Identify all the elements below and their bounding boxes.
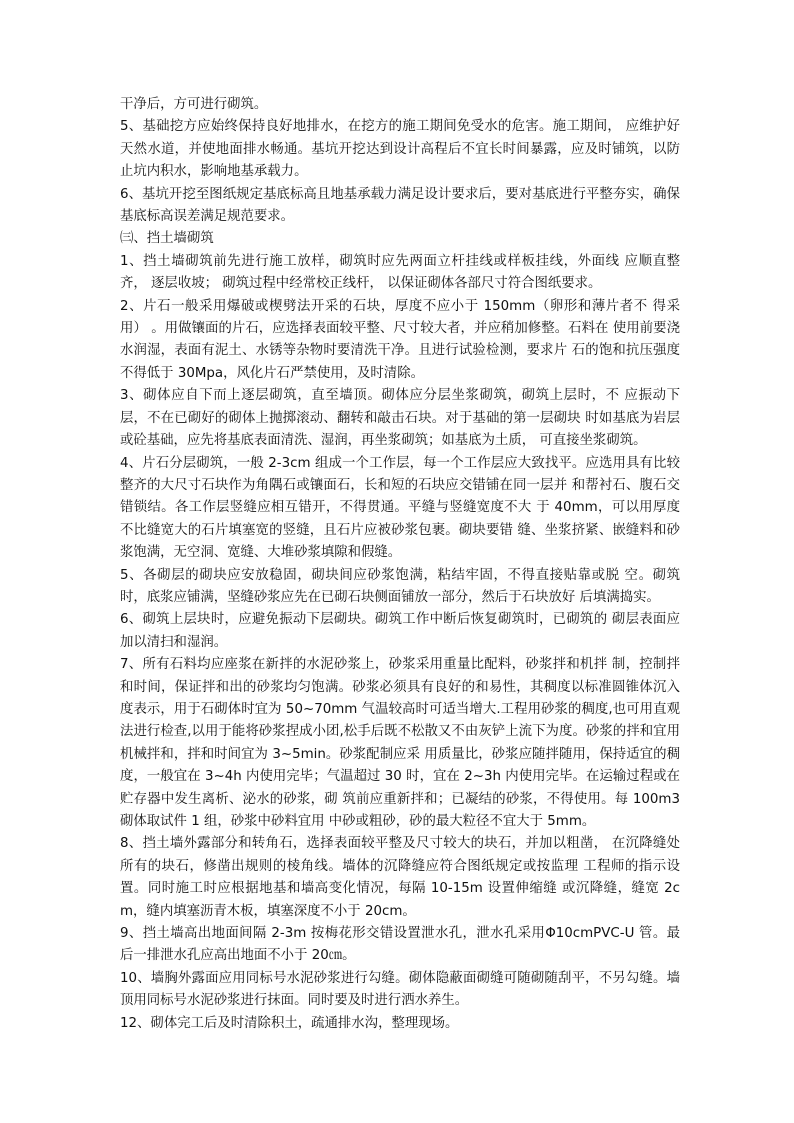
paragraph-wall-item-3: 3、砌体应自下而上逐层砌筑，直至墙顶。砌体应分层坐浆砌筑，砌筑上层时，不 应振动下层，不在已砌好的砌体上抛掷滚动、翻转和敲击石块。对于基础的第一层砌块 时如基底为岩层或砼基础，应先将基底表面清洗、湿润，再坐浆砌筑；如基底为土质， 可直接坐浆砌筑。 bbox=[120, 388, 680, 449]
paragraph-wall-item-1: 1、挡土墙砌筑前先进行施工放样，砌筑时应先两面立杆挂线或样板挂线，外面线 应顺直整齐， 逐层收坡； 砌筑过程中经常校正线杆， 以保证砌体各部尺寸符合图纸要求。 bbox=[120, 253, 680, 292]
paragraph-wall-item-8: 8、挡土墙外露部分和转角石，选择表面较平整及尺寸较大的块石，并加以粗凿， 在沉降缝处所有的块石，修凿出规则的棱角线。墙体的沉降缝应符合图纸规定或按监理 工程师的指示设置。同时施工时应根据地基和墙高变化情况，每隔 10-15m 设置伸缩缝 或沉降缝，缝宽 2cm，缝内填塞沥青木板，填塞深度不小于 20cm。 bbox=[120, 836, 680, 919]
paragraph-wall-item-12: 12、砌体完工后及时清除积土，疏通排水沟，整理现场。 bbox=[120, 1015, 459, 1031]
paragraph-item-6-base-compaction: 6、基坑开挖至图纸规定基底标高且地基承载力满足设计要求后，要对基底进行平整夯实，确保基底标高误差满足规范要求。 bbox=[120, 186, 680, 225]
paragraph-wall-item-10: 10、墙胸外露面应用同标号水泥砂浆进行勾缝。砌体隐蔽面砌缝可随砌随刮平，不另勾缝。墙顶用同标号水泥砂浆进行抹面。同时要及时进行洒水养生。 bbox=[120, 970, 680, 1009]
paragraph-wall-item-2: 2、片石一般采用爆破或楔劈法开采的石块，厚度不应小于 150mm（卵形和薄片者不 得采用） 。用做镶面的片石，应选择表面较平整、尺寸较大者，并应稍加修整。石料在 使用前要浇水润湿，表面有泥土、水锈等杂物时要清洗干净。且进行试验检测，要求片 石的饱和抗压强度不得低于 30Mpa，风化片石严禁使用，及时清除。 bbox=[120, 298, 680, 381]
paragraph-wall-item-7: 7、所有石料均应座浆在新拌的水泥砂浆上，砂浆采用重量比配料，砂浆拌和机拌 制，控制拌和时间，保证拌和出的砂浆均匀饱满。砂浆必须具有良好的和易性，其稠度以标准圆锥体沉入度表示，用于石砌体时宜为 50~70mm 气温较高时可适当增大.工程用砂浆的稠度,也可用直观法进行检查,以用于能将砂浆捏成小团,松手后既不松散又不由灰铲上流下为度。砂浆的拌和宜用机械拌和，拌和时间宜为 3~5min。砂浆配制应采 用质量比，砂浆应随拌随用，保持适宜的稠度，一般宜在 3~4h 内使用完毕；气温超过 30 时，宜在 2~3h 内使用完毕。在运输过程或在贮存器中发生离析、泌水的砂浆，砌 筑前应重新拌和；已凝结的砂浆，不得使用。每 100m3 砌体取试件 1 组，砂浆中砂料宜用 中砂或粗砂，砂的最大粒径不宜大于 5mm。 bbox=[120, 657, 680, 829]
paragraph-continuation: 干净后，方可进行砌筑。 bbox=[120, 97, 268, 112]
paragraph-wall-item-6: 6、砌筑上层块时，应避免振动下层砌块。砌筑工作中断后恢复砌筑时，已砌筑的 砌层表面应加以清扫和湿润。 bbox=[120, 612, 680, 650]
section-heading-retaining-wall: ㈢、挡土墙砌筑 bbox=[120, 231, 214, 247]
paragraph-wall-item-5: 5、各砌层的砌块应安放稳固，砌块间应砂浆饱满，粘结牢固，不得直接贴靠或脱 空。砌筑时，底浆应铺满，坚缝砂浆应先在已砌石块侧面铺放一部分，然后于石块放好 后填满捣实。 bbox=[120, 567, 680, 605]
document-page bbox=[120, 94, 680, 1035]
paragraph-wall-item-4: 4、片石分层砌筑，一般 2-3cm 组成一个工作层，每一个工作层应大致找平。应选用具有比较整齐的大尺寸石块作为角隅石或镶面石，长和短的石块应交错铺在同一层并 和帮衬石、腹石交错锁结。各工作层竖缝应相互错开，不得贯通。平缝与竖缝宽度不大 于 40mm，可以用厚度不比缝宽大的石片填塞宽的竖缝，且石片应被砂浆包裹。砌块要错 缝、坐浆挤紧、嵌缝料和砂浆饱满，无空洞、宽缝、大堆砂浆填隙和假缝。 bbox=[120, 455, 680, 561]
paragraph-item-5-drainage: 5、基础挖方应始终保持良好地排水，在挖方的施工期间免受水的危害。施工期间， 应维护好天然水道，并使地面排水畅通。基坑开挖达到设计高程后不宜长时间暴露，应及时铺筑，以防止坑内积水，影响地基承载力。 bbox=[120, 119, 680, 180]
paragraph-wall-item-9: 9、挡土墙高出地面间隔 2-3m 按梅花形交错设置泄水孔，泄水孔采用Φ10cmPVC-U 管。最后一排泄水孔应高出地面不小于 20㎝。 bbox=[120, 926, 680, 964]
